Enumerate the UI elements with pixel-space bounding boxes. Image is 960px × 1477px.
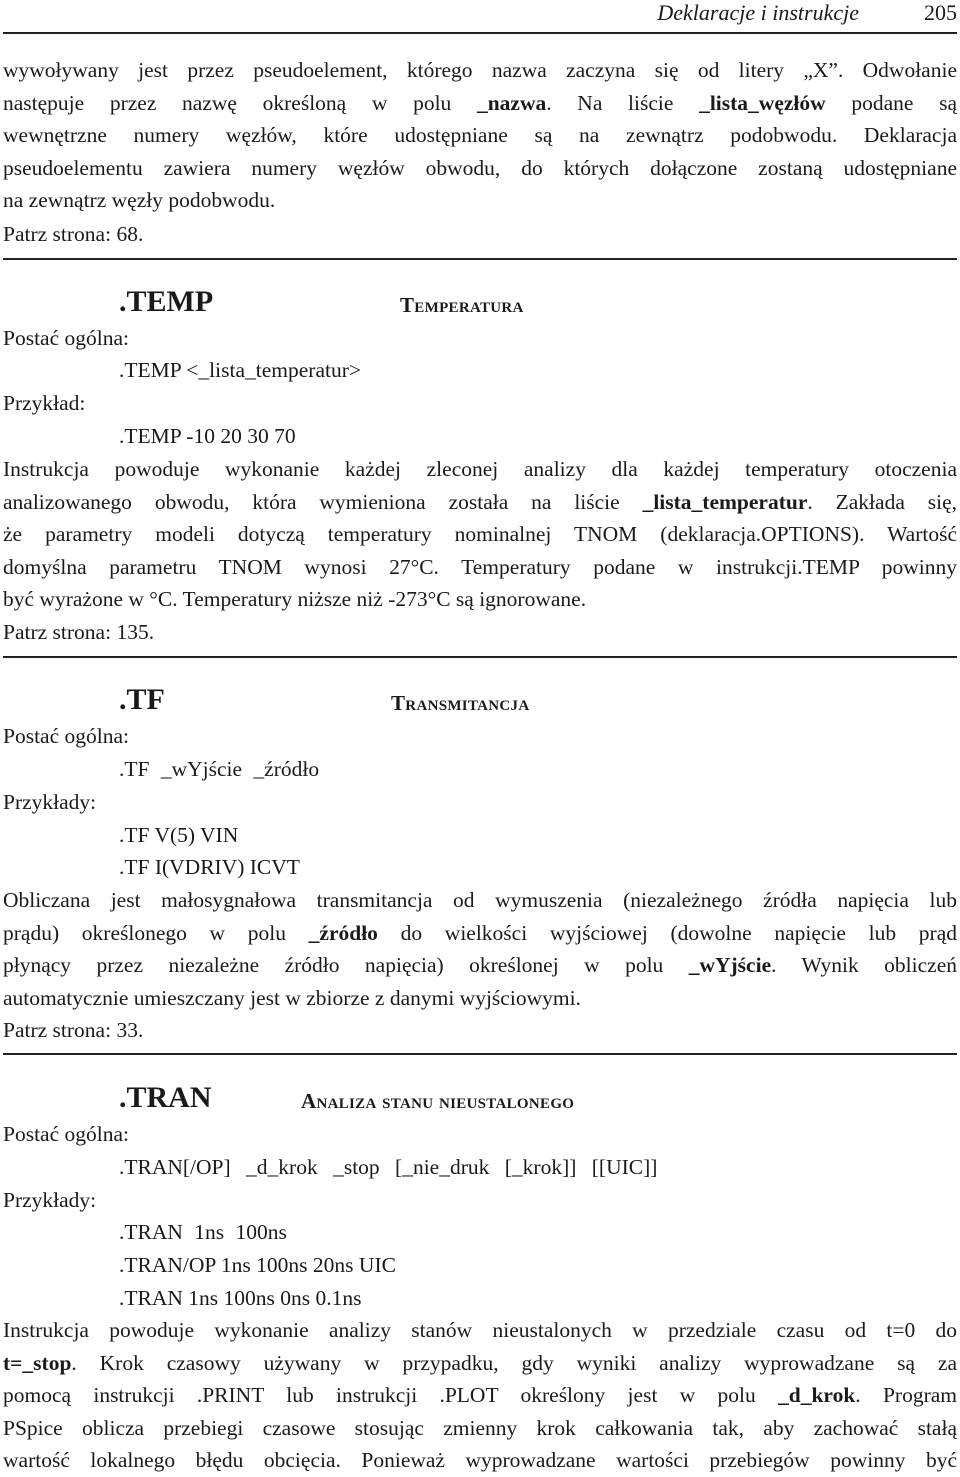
section-description [3,884,957,1014]
description-line: być wyrażone w °C. Temperatury niższe niż -273°C są ignorowane. [3,587,587,611]
see-also: Patrz strona: 135. [3,620,155,644]
section-description [3,453,957,616]
description-line: PSpice oblicza przebiegi czasowe stosując zmienny krok całkowania tak, aby zachować stałą [3,1415,957,1440]
header-title: Deklaracje i instrukcje [657,0,859,25]
command-name: .TRAN [119,1081,212,1114]
description-line: płynący przez niezależne źródło napięcia) określonej w polu _wYjście. Wynik obliczeń [3,953,957,977]
example-line: .TRAN/OP 1ns 100ns 20ns UIC [119,1253,396,1277]
section-rule [3,258,957,260]
intro-line: następuje przez nazwę określoną w polu _nazwa. Na liście _lista_węzłów podane są [3,90,957,115]
intro-paragraph [3,54,957,217]
section-rule [3,1053,957,1055]
description-line: analizowanego obwodu, która wymieniona została na liście _lista_temperatur. Zakłada się, [3,489,958,514]
example-line: .TEMP -10 20 30 70 [119,424,296,448]
description-line: domyślna parametru TNOM wynosi 27°C. Temperatury podane w instrukcji.TEMP powinny [3,554,957,579]
see-also: Patrz strona: 33. [3,1018,144,1042]
intro-line: pseudoelementu zawiera numery węzłów obwodu, do których dołączone zostaną udostępniane [3,155,957,180]
example-label: Przykłady: [3,790,97,814]
intro-line: na zewnątrz węzły podobwodu. [3,188,276,212]
description-line: t=_stop. Krok czasowy używany w przypadku, gdy wyniki analizy wyprowadzane są za [3,1350,957,1375]
command-name: .TF [119,683,165,716]
example-line: .TF I(VDRIV) ICVT [119,855,300,879]
see-also: Patrz strona: 68. [3,222,144,246]
form-label: Postać ogólna: [3,1122,129,1146]
section-rule [3,656,957,658]
description-line: Instrukcja powoduje wykonanie każdej zleconej analizy dla każdej temperatury otoczenia [3,457,957,481]
section-title: Transmitancja [391,691,530,715]
command-syntax: .TEMP <_lista_temperatur> [119,358,361,382]
command-syntax: .TF _wYjście _źródło [119,757,320,781]
section-title: Temperatura [400,293,524,317]
description-line: prądu) określonego w polu _źródło do wielkości wyjściowej (dowolne napięcie lub prąd [3,920,957,945]
example-line: .TF V(5) VIN [119,823,239,847]
description-line: wartość lokalnego błędu obcięcia. Ponieważ wyprowadzane wartości przebiegów powinny być [3,1448,957,1472]
intro-line: wewnętrzne numery węzłów, które udostępniane są na zewnątrz podobwodu. Deklaracja [3,123,957,147]
description-line: automatycznie umieszczany jest w zbiorze z danymi wyjściowymi. [3,985,581,1010]
command-syntax: .TRAN[/OP] _d_krok _stop [_nie_druk [_krok]] [[UIC]] [119,1155,658,1179]
example-label: Przykład: [3,391,86,415]
example-line: .TRAN 1ns 100ns [119,1220,287,1244]
form-label: Postać ogólna: [3,326,129,350]
header-rule [3,32,957,34]
form-label: Postać ogólna: [3,724,129,748]
page-number: 205 [924,0,957,25]
description-line: pomocą instrukcji .PRINT lub instrukcji .PLOT określony jest w polu _d_krok. Program [3,1383,957,1407]
description-line: Instrukcja powoduje wykonanie analizy stanów nieustalonych w przedziale czasu od t=0 do [3,1318,957,1342]
command-name: .TEMP [119,285,214,318]
description-line: Obliczana jest małosygnałowa transmitancja od wymuszenia (niezależnego źródła napięcia lub [3,888,957,912]
example-label: Przykłady: [3,1188,97,1212]
example-line: .TRAN 1ns 100ns 0ns 0.1ns [119,1286,362,1310]
description-line: że parametry modeli dotyczą temperatury nominalnej TNOM (deklaracja.OPTIONS). Wartość [3,522,957,546]
section-title: Analiza stanu nieustalonego [301,1089,575,1113]
intro-line: wywoływany jest przez pseudoelement, którego nazwa zaczyna się od litery „X”. Odwołanie [3,58,957,82]
section-description [3,1314,957,1477]
running-header [3,0,957,30]
